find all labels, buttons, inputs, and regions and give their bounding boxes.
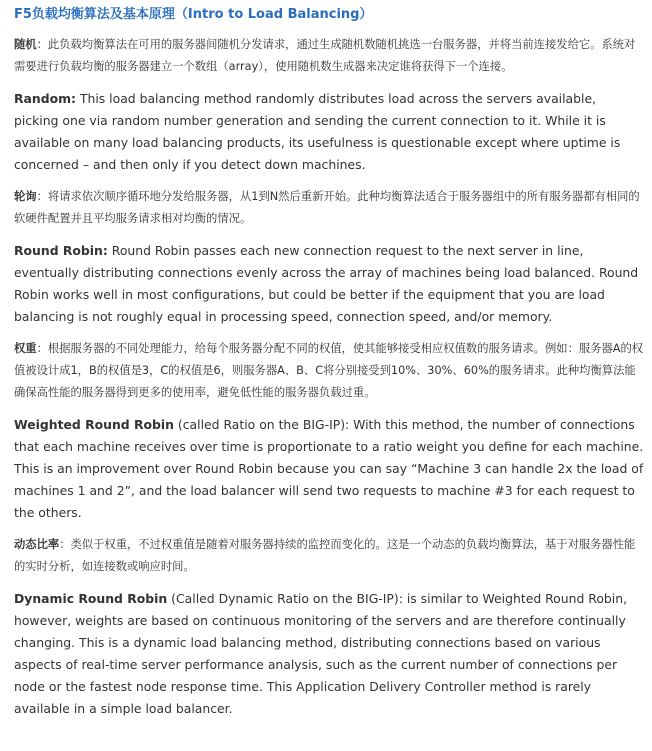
term-label: 动态比率 bbox=[14, 538, 60, 551]
paragraph-text: ：根据服务器的不同处理能力，给每个服务器分配不同的权值，使其能够接受相应权值数的服务请求。例如：服务器A的权值被设计成1，B的权值是3，C的权值是6，则服务器A、B、C将分别接受到10%、30%、60%的服务请求。此种均衡算法能确保高性能的服务器得到更多的使用率，避免低性能的服务器负载过重。 bbox=[14, 342, 644, 399]
term-label: Weighted Round Robin bbox=[14, 417, 174, 432]
paragraph-text: Round Robin passes each new connection request to the next server in line, eventually distributing connections evenly across the array of machines being load balanced. Round Robin works well in most configurations, but could be better if the equipment that you are load balancing is not roughly equal in processing speed, connection speed, and/or memory. bbox=[14, 243, 639, 324]
paragraph-text: ：此负载均衡算法在可用的服务器间随机分发请求，通过生成随机数随机挑选一台服务器，并将当前连接发给它。系统对需要进行负载均衡的服务器建立一个数组（array），使用随机数生成器来决定谁将获得下一个连接。 bbox=[14, 38, 636, 73]
paragraph-dynamic-en bbox=[14, 588, 644, 720]
paragraph-text: This load balancing method randomly distributes load across the servers available, picking one via random number generation and sending the current connection to it. While it is available on many load balancing products, its usefulness is questionable except where uptime is concerned – and then only if you detect down machines. bbox=[14, 91, 621, 172]
paragraph-round-robin-en bbox=[14, 240, 644, 328]
term-label: Random: bbox=[14, 91, 76, 106]
paragraph-text: (Called Dynamic Ratio on the BIG-IP): is similar to Weighted Round Robin, however, weights are based on continuous monitoring of the servers and are therefore continually changing. This is a dynamic load balancing method, distributing connections based on various aspects of real-time server performance analysis, such as the current number of connections per node or the fastest node response time. This Application Delivery Controller method is rarely available in a simple load balancer. bbox=[14, 591, 628, 716]
paragraph-round-robin-zh bbox=[14, 186, 644, 230]
term-label: Dynamic Round Robin bbox=[14, 591, 168, 606]
paragraph-weighted-zh bbox=[14, 338, 644, 404]
term-label: 轮询 bbox=[14, 190, 37, 203]
term-label: 权重 bbox=[14, 342, 37, 355]
article-title: F5负载均衡算法及基本原理（Intro to Load Balancing） bbox=[14, 7, 373, 22]
term-label: Round Robin: bbox=[14, 243, 108, 258]
paragraph-dynamic-zh bbox=[14, 534, 644, 578]
paragraph-weighted-en bbox=[14, 414, 644, 524]
paragraph-text: ：类似于权重，不过权重值是随着对服务器持续的监控而变化的。这是一个动态的负载均衡算法，基于对服务器性能的实时分析，如连接数或响应时间。 bbox=[14, 538, 636, 573]
term-label: 随机 bbox=[14, 38, 37, 51]
paragraph-text: (called Ratio on the BIG-IP): With this method, the number of connections that each machine receives over time is proportionate to a ratio weight you define for each machine. This is an improvement over Round Robin because you can say “Machine 3 can handle 2x the load of machines 1 and 2”, and the load balancer will send two requests to machine #3 for each request to the others. bbox=[14, 417, 644, 520]
paragraph-random-zh bbox=[14, 34, 644, 78]
paragraph-random-en bbox=[14, 88, 644, 176]
paragraph-text: ：将请求依次顺序循环地分发给服务器，从1到N然后重新开始。此种均衡算法适合于服务器组中的所有服务器都有相同的软硬件配置并且平均服务请求相对均衡的情况。 bbox=[14, 190, 640, 225]
article bbox=[14, 4, 644, 730]
